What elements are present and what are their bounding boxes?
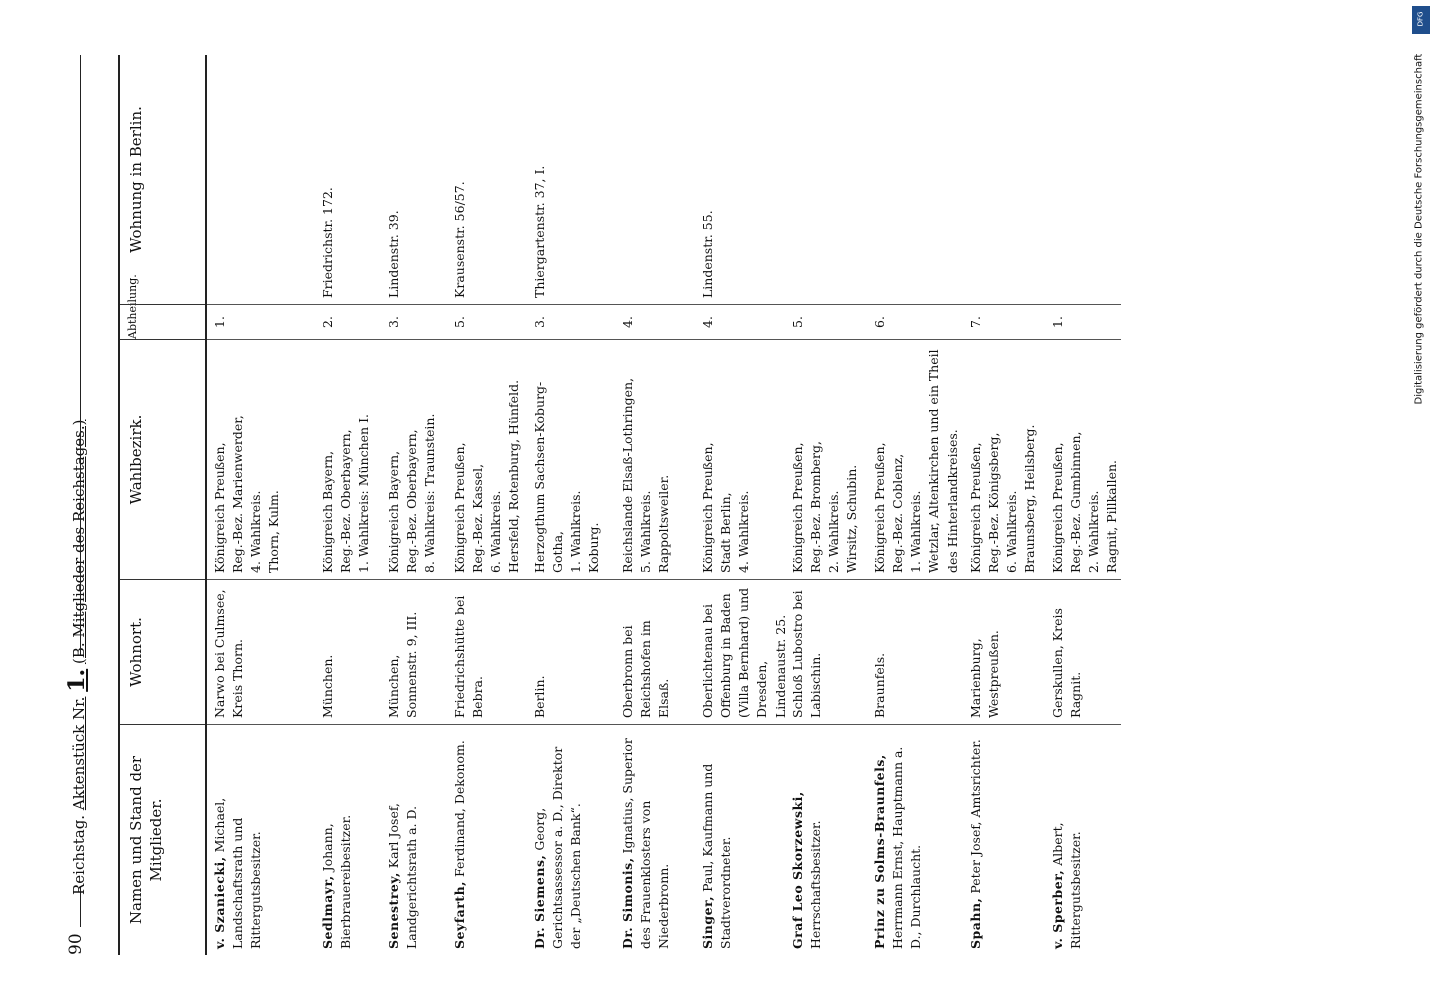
wohnort-cell: Friedrichshütte bei Bebra. xyxy=(447,580,527,725)
wahlbezirk-line: 6. Wahlkreis. xyxy=(1004,490,1020,573)
header-title xyxy=(64,420,90,895)
abtheilung-cell: 4. xyxy=(615,305,695,340)
header-rule xyxy=(80,55,81,655)
wohnort-cell: Oberlichtenau bei Offenburg in Baden (Villa Bernhard) und Dresden, Lindenaustr. 25. xyxy=(695,580,785,725)
wahlbezirk-line: 4. Wahlkreis. xyxy=(736,490,752,573)
wahlbezirk-cell xyxy=(867,340,963,580)
member-description: Peter Josef, Amtsrichter. xyxy=(968,739,983,894)
member-description: Albert, Rittergutsbesitzer. xyxy=(1050,822,1084,949)
table-row xyxy=(527,55,615,955)
member-name: v. Szaniecki, xyxy=(212,856,227,949)
col-header-wohnort: Wohnort. xyxy=(120,580,205,725)
wahlbezirk-line: Reg.-Bez. Marienwerder, xyxy=(230,415,246,573)
wohnort-cell: München, Sonnenstr. 9, III. xyxy=(381,580,447,725)
table-body xyxy=(207,55,1121,955)
wahlbezirk-line: 1. Wahlkreis. xyxy=(568,490,584,573)
wahlbezirk-line: Reichslande Elsaß-Lothringen, xyxy=(620,377,635,573)
header-number: 1. xyxy=(64,668,90,692)
berlin-address-cell xyxy=(785,55,867,305)
page-header xyxy=(58,55,98,955)
wahlbezirk-cell xyxy=(1045,340,1121,580)
col-header-wahlbezirk: Wahlbezirk. xyxy=(120,340,205,580)
member-name: Seyfarth, xyxy=(452,880,467,949)
wohnort-cell: Schloß Lubostro bei Labischin. xyxy=(785,580,867,725)
wahlbezirk-line: Stadt Berlin, xyxy=(718,492,734,573)
member-name: Graf Leo Skorzewski, xyxy=(790,791,805,949)
members-table xyxy=(118,55,1121,955)
wahlbezirk-cell xyxy=(615,340,695,580)
wahlbezirk-line: Wirsitz, Schubin. xyxy=(844,464,860,573)
wohnort-cell: Gerskullen, Kreis Ragnit. xyxy=(1045,580,1121,725)
member-description: Johann, Bierbrauereibesitzer. xyxy=(320,814,354,949)
berlin-address-cell xyxy=(1045,55,1121,305)
wahlbezirk-line: Königreich Preußen, xyxy=(212,442,227,573)
member-name: Sedlmayr, xyxy=(320,875,335,949)
table-row xyxy=(381,55,447,955)
member-description: Herrschaftsbesitzer. xyxy=(808,820,824,949)
member-name-cell xyxy=(867,725,963,955)
member-name-cell xyxy=(615,725,695,955)
col-header-name: Namen und Stand der Mitglieder. xyxy=(127,755,166,925)
berlin-address-cell xyxy=(963,55,1045,305)
wahlbezirk-cell xyxy=(527,340,615,580)
member-description: Ferdinand, Dekonom. xyxy=(452,740,467,877)
wahlbezirk-line: Königreich Preußen, xyxy=(1050,442,1065,573)
wahlbezirk-cell xyxy=(963,340,1045,580)
table-row xyxy=(963,55,1045,955)
wahlbezirk-line: Königreich Bayern, xyxy=(320,450,335,573)
berlin-address-cell: Lindenstr. 39. xyxy=(381,55,447,305)
wohnort-cell: Narwo bei Culmsee, Kreis Thorn. xyxy=(207,580,315,725)
table-row xyxy=(207,55,315,955)
wohnort-cell: Berlin. xyxy=(527,580,615,725)
table-row xyxy=(695,55,788,955)
wohnort-cell: Marienburg, Westpreußen. xyxy=(963,580,1045,725)
rotated-sheet xyxy=(58,55,1418,955)
wahlbezirk-line: Königreich Preußen, xyxy=(968,442,983,573)
wahlbezirk-line: Königreich Preußen, xyxy=(872,442,887,573)
member-description: Ignatius, Superior des Frauenklosters von Niederbronn. xyxy=(620,738,672,949)
abtheilung-cell: 1. xyxy=(207,305,315,340)
wahlbezirk-line: Koburg. xyxy=(586,522,602,573)
member-name: Spahn, xyxy=(968,897,983,949)
berlin-address-cell: Thiergartenstr. 37, I. xyxy=(527,55,615,305)
member-name-cell xyxy=(381,725,447,955)
wahlbezirk-line: 1. Wahlkreis: München I. xyxy=(356,414,372,573)
berlin-address-cell: Friedrichstr. 172. xyxy=(315,55,381,305)
berlin-address-cell: Lindenstr. 55. xyxy=(695,55,785,305)
wahlbezirk-line: 5. Wahlkreis. xyxy=(638,490,654,573)
table-row xyxy=(785,55,867,955)
abtheilung-cell: 5. xyxy=(785,305,867,340)
member-name: Singer, xyxy=(700,895,715,949)
table-row xyxy=(867,55,963,955)
abtheilung-cell: 7. xyxy=(963,305,1045,340)
berlin-address-cell xyxy=(207,55,315,305)
header-prefix: Reichstag. xyxy=(70,814,88,895)
wahlbezirk-line: Reg.-Bez. Oberbayern, xyxy=(404,429,420,573)
header-label: Aktenstück Nr. xyxy=(70,696,88,811)
member-description: Michael, Landschaftsrath und Rittergutsbesitzer. xyxy=(212,797,264,949)
wahlbezirk-cell xyxy=(207,340,315,580)
abtheilung-cell: 5. xyxy=(447,305,527,340)
member-name-cell xyxy=(207,725,315,955)
member-name-cell xyxy=(1045,725,1121,955)
berlin-address-cell xyxy=(615,55,695,305)
wahlbezirk-line: Reg.-Bez. Oberbayern, xyxy=(338,429,354,573)
abtheilung-cell: 3. xyxy=(527,305,615,340)
abtheilung-cell: 3. xyxy=(381,305,447,340)
wahlbezirk-line: Reg.-Bez. Gumbinnen, xyxy=(1068,431,1084,573)
header-subtitle: (B. Mitglieder des Reichstages.) xyxy=(70,419,88,665)
wohnort-cell: München. xyxy=(315,580,381,725)
digitization-sidebar xyxy=(1412,6,1430,405)
member-description: Karl Josef, Landgerichtsrath a. D. xyxy=(386,802,420,949)
member-name: Dr. Simonis, xyxy=(620,857,635,949)
abtheilung-cell: 2. xyxy=(315,305,381,340)
wahlbezirk-cell xyxy=(381,340,447,580)
member-name-cell xyxy=(447,725,527,955)
wahlbezirk-line: Braunsberg, Heilsberg. xyxy=(1022,424,1038,573)
table-header xyxy=(118,55,207,955)
col-header-abtheilung: Abtheilung. xyxy=(120,305,205,340)
wahlbezirk-line: Reg.-Bez. Coblenz, xyxy=(890,453,906,573)
table-row xyxy=(615,55,695,955)
table-row xyxy=(315,55,381,955)
member-name-cell xyxy=(315,725,381,955)
member-description: Paul, Kaufmann und Stadtverordneter. xyxy=(700,763,734,949)
wahlbezirk-cell xyxy=(785,340,867,580)
member-name: Dr. Siemens, xyxy=(532,854,547,949)
wohnort-cell: Braunfels. xyxy=(867,580,963,725)
wahlbezirk-line: Reg.-Bez. Bromberg, xyxy=(808,440,824,573)
dfg-logo: DFG xyxy=(1412,6,1430,34)
member-description: Georg, Gerichtsassessor a. D., Direktor der „Deutschen Bank“. xyxy=(532,746,584,949)
wahlbezirk-line: Königreich Bayern, xyxy=(386,450,401,573)
col-header-berlin: Wohnung in Berlin. xyxy=(120,55,205,305)
wahlbezirk-line: 4. Wahlkreis. xyxy=(248,490,264,573)
wahlbezirk-line: Reg.-Bez. Kassel, xyxy=(470,463,486,573)
wahlbezirk-line: 1. Wahlkreis. xyxy=(908,490,924,573)
wahlbezirk-line: 2. Wahlkreis. xyxy=(1086,490,1102,573)
wohnort-cell: Oberbronn bei Reichshofen im Elsaß. xyxy=(615,580,695,725)
abtheilung-cell: 6. xyxy=(867,305,963,340)
wahlbezirk-cell xyxy=(315,340,381,580)
wahlbezirk-line: 6. Wahlkreis. xyxy=(488,490,504,573)
wahlbezirk-line: Wetzlar, Altenkirchen und ein Theil des Hinterlandkreises. xyxy=(926,349,960,573)
wahlbezirk-line: Königreich Preußen, xyxy=(452,442,467,573)
table-row xyxy=(447,55,527,955)
member-description: Herrmann Ernst, Hauptmann a. D., Durchlaucht. xyxy=(890,746,924,949)
member-name-cell xyxy=(695,725,785,955)
member-name: Prinz zu Solms-Braunfels, xyxy=(872,754,887,949)
digitization-credit: Digitalisierung gefördert durch die Deutsche Forschungsgemeinschaft xyxy=(1413,53,1425,405)
member-name-cell xyxy=(785,725,867,955)
wahlbezirk-cell xyxy=(695,340,785,580)
wahlbezirk-line: Thorn, Kulm. xyxy=(266,490,282,573)
abtheilung-cell: 1. xyxy=(1045,305,1121,340)
member-name: Senestrey, xyxy=(386,872,401,949)
member-name: v. Sperber, xyxy=(1050,869,1065,949)
abtheilung-cell: 4. xyxy=(695,305,785,340)
wahlbezirk-line: Reg.-Bez. Königsberg, xyxy=(986,432,1002,573)
wahlbezirk-line: Königreich Preußen, xyxy=(790,442,805,573)
wahlbezirk-line: 8. Wahlkreis: Traunstein. xyxy=(422,413,438,573)
table-row xyxy=(1045,55,1121,955)
wahlbezirk-line: Rappoltsweiler. xyxy=(656,474,672,573)
wahlbezirk-line: Königreich Preußen, xyxy=(700,442,715,573)
wahlbezirk-line: Hersfeld, Rotenburg, Hünfeld. xyxy=(506,379,522,573)
berlin-address-cell xyxy=(867,55,963,305)
wahlbezirk-line: 2. Wahlkreis. xyxy=(826,490,842,573)
member-name-cell xyxy=(963,725,1045,955)
wahlbezirk-cell xyxy=(447,340,527,580)
berlin-address-cell: Krausenstr. 56/57. xyxy=(447,55,527,305)
wahlbezirk-line: Herzogthum Sachsen-Koburg-Gotha, xyxy=(532,381,566,573)
wahlbezirk-line: Ragnit, Pillkallen. xyxy=(1104,459,1120,573)
member-name-cell xyxy=(527,725,615,955)
page-number: 90 xyxy=(66,933,86,955)
